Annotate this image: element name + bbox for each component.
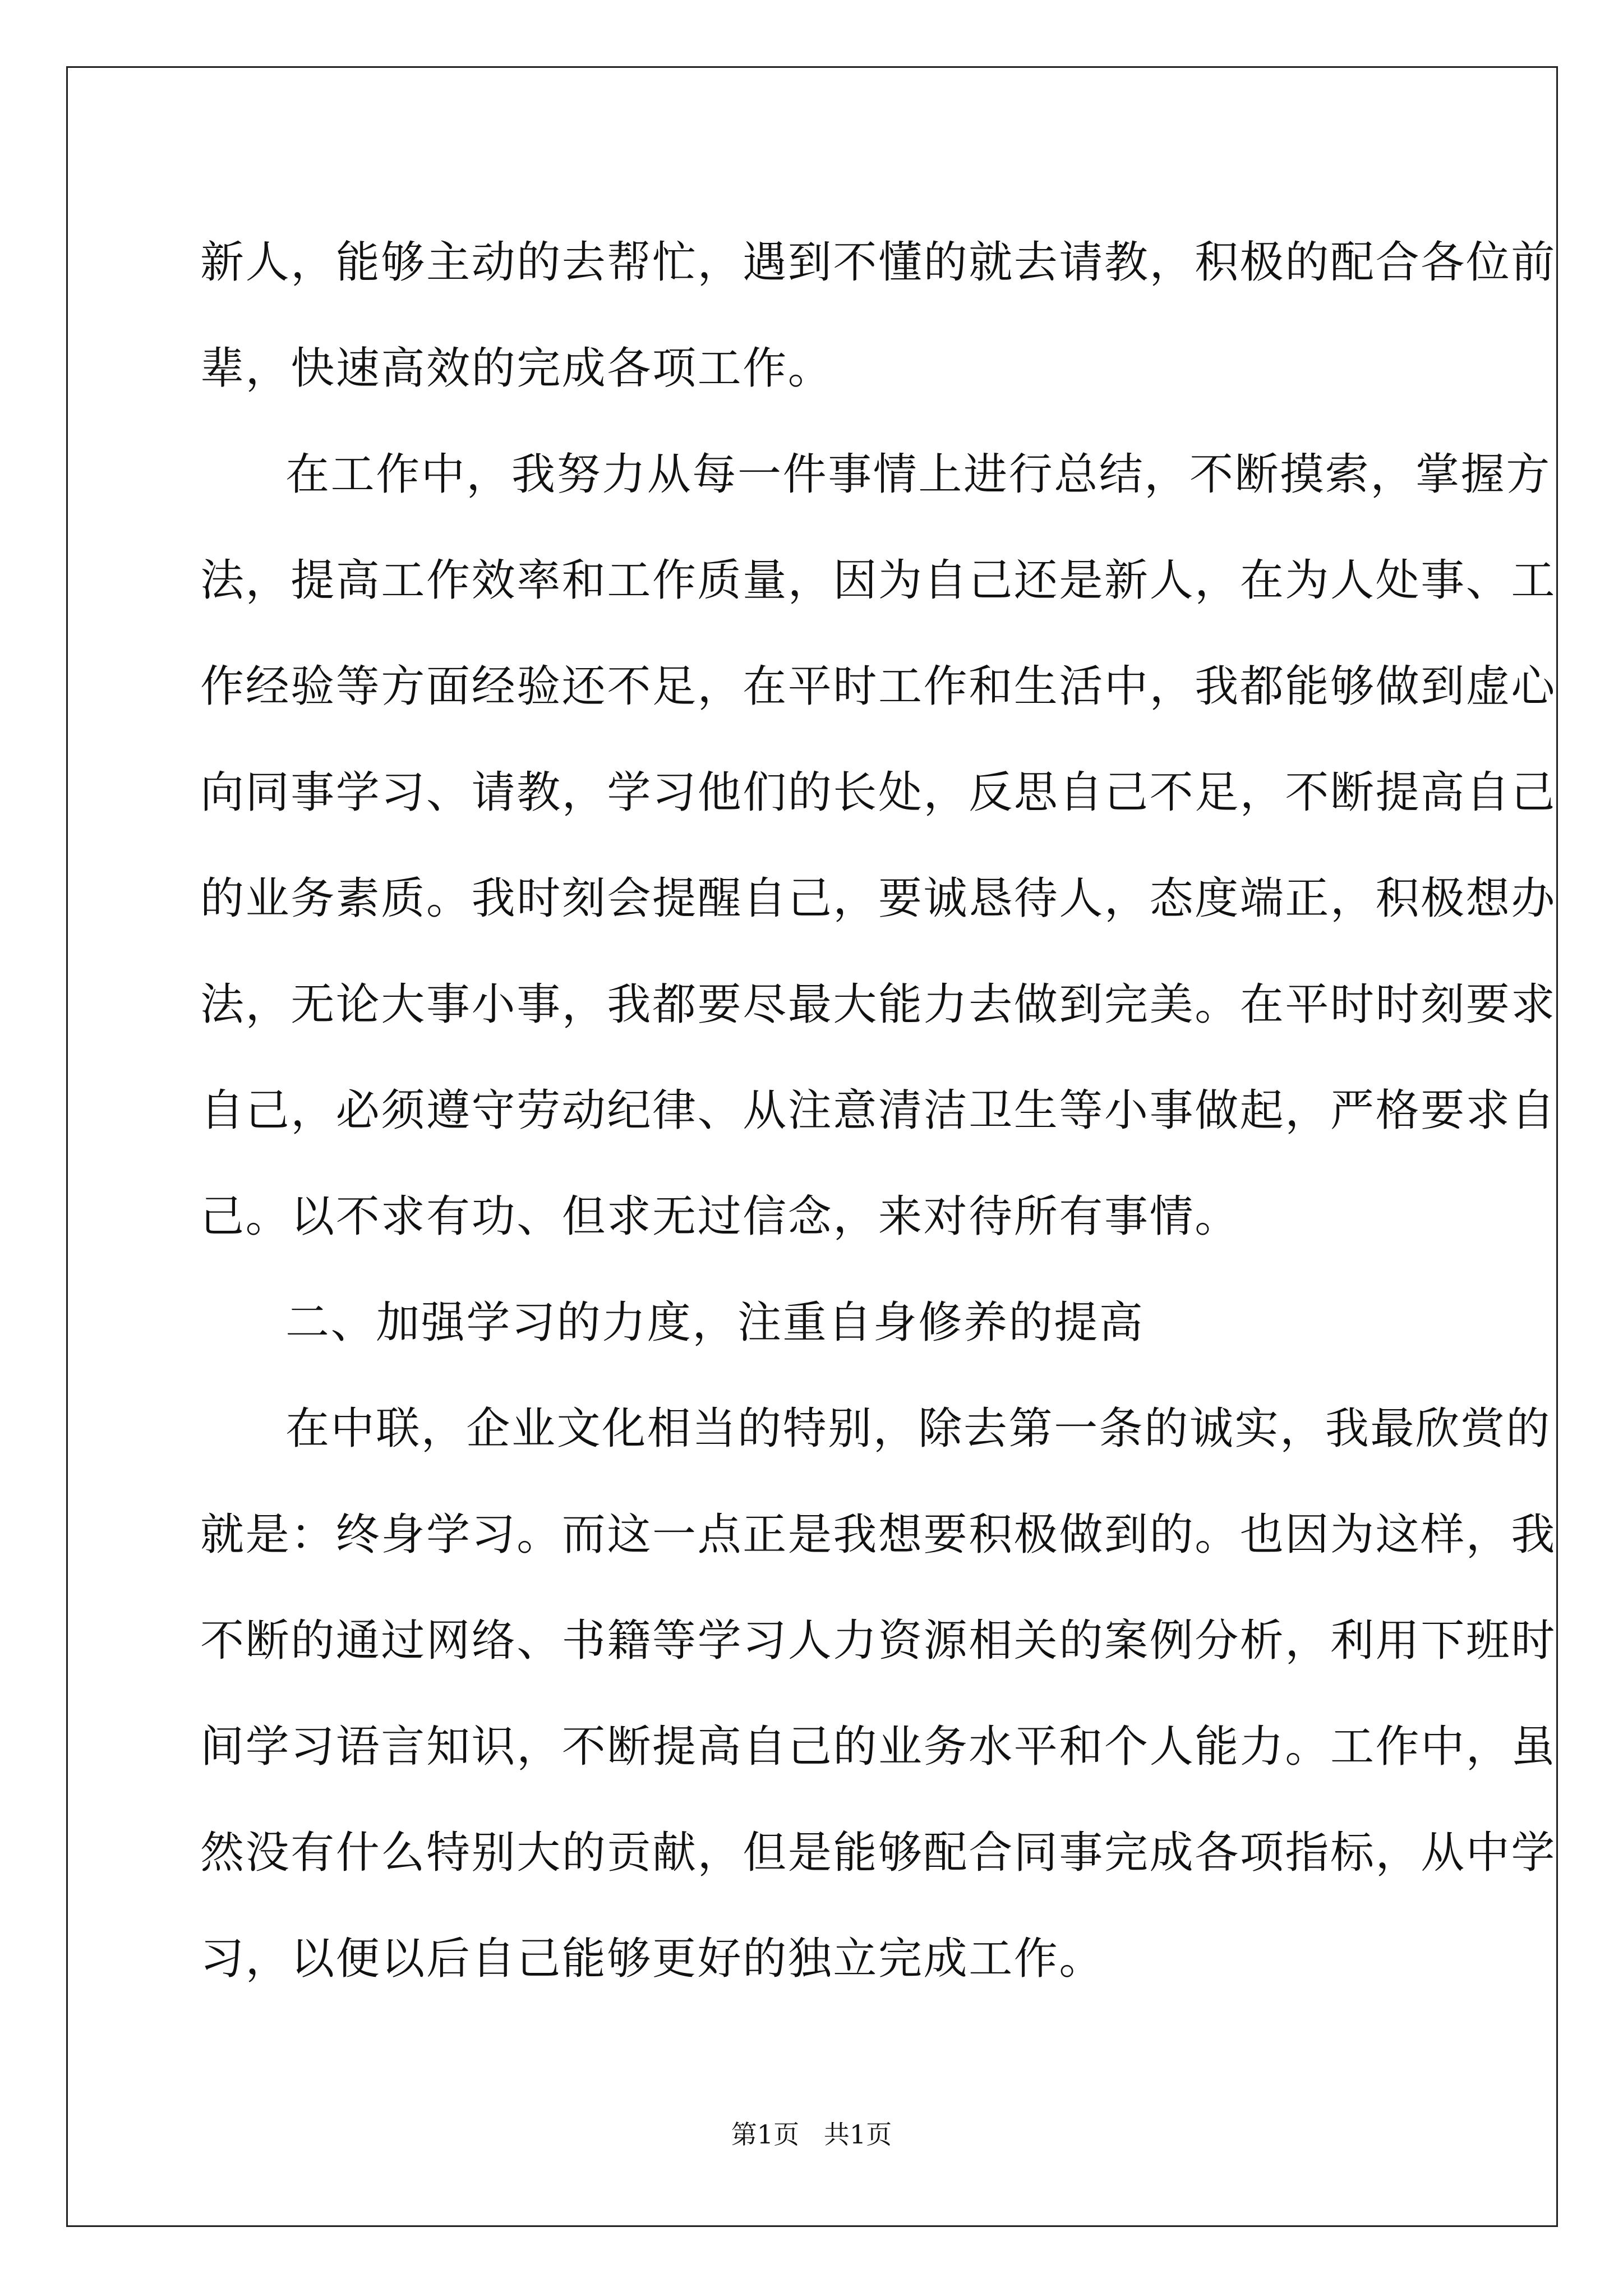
document-body xyxy=(200,210,1557,2012)
text-line: 二、加强学习的力度，注重自身修养的提高 xyxy=(285,1297,1145,1348)
text-line: 然没有什么特别大的贡献，但是能够配合同事完成各项指标，从中学 xyxy=(200,1828,1557,1878)
text-line: 在中联，企业文化相当的特别，除去第一条的诚实，我最欣赏的 xyxy=(285,1404,1551,1454)
text-line: 习，以便以后自己能够更好的独立完成工作。 xyxy=(200,1934,1105,1984)
text-line: 的业务素质。我时刻会提醒自己，要诚恳待人，态度端正，积极想办 xyxy=(200,873,1557,924)
text-line: 法，提高工作效率和工作质量，因为自己还是新人，在为人处事、工 xyxy=(200,555,1557,606)
text-line: 间学习语言知识，不断提高自己的业务水平和个人能力。工作中，虽 xyxy=(200,1722,1557,1772)
text-line: 向同事学习、请教，学习他们的长处，反思自己不足，不断提高自己 xyxy=(200,767,1557,818)
text-line: 法，无论大事小事，我都要尽最大能力去做到完美。在平时时刻要求 xyxy=(200,979,1557,1030)
page-footer: 第1页 共1页 xyxy=(731,2119,892,2150)
text-line: 不断的通过网络、书籍等学习人力资源相关的案例分析，利用下班时 xyxy=(200,1616,1557,1666)
text-line: 在工作中，我努力从每一件事情上进行总结，不断摸索，掌握方 xyxy=(285,449,1551,500)
text-line: 新人，能够主动的去帮忙，遇到不懂的就去请教，积极的配合各位前 xyxy=(200,237,1557,288)
text-line: 作经验等方面经验还不足，在平时工作和生活中，我都能够做到虚心 xyxy=(200,661,1557,712)
text-line: 就是：终身学习。而这一点正是我想要积极做到的。也因为这样，我 xyxy=(200,1510,1557,1560)
text-line: 己。以不求有功、但求无过信念，来对待所有事情。 xyxy=(200,1191,1240,1242)
text-line: 自己，必须遵守劳动纪律、从注意清洁卫生等小事做起，严格要求自 xyxy=(200,1085,1557,1136)
text-line: 辈，快速高效的完成各项工作。 xyxy=(200,343,833,394)
